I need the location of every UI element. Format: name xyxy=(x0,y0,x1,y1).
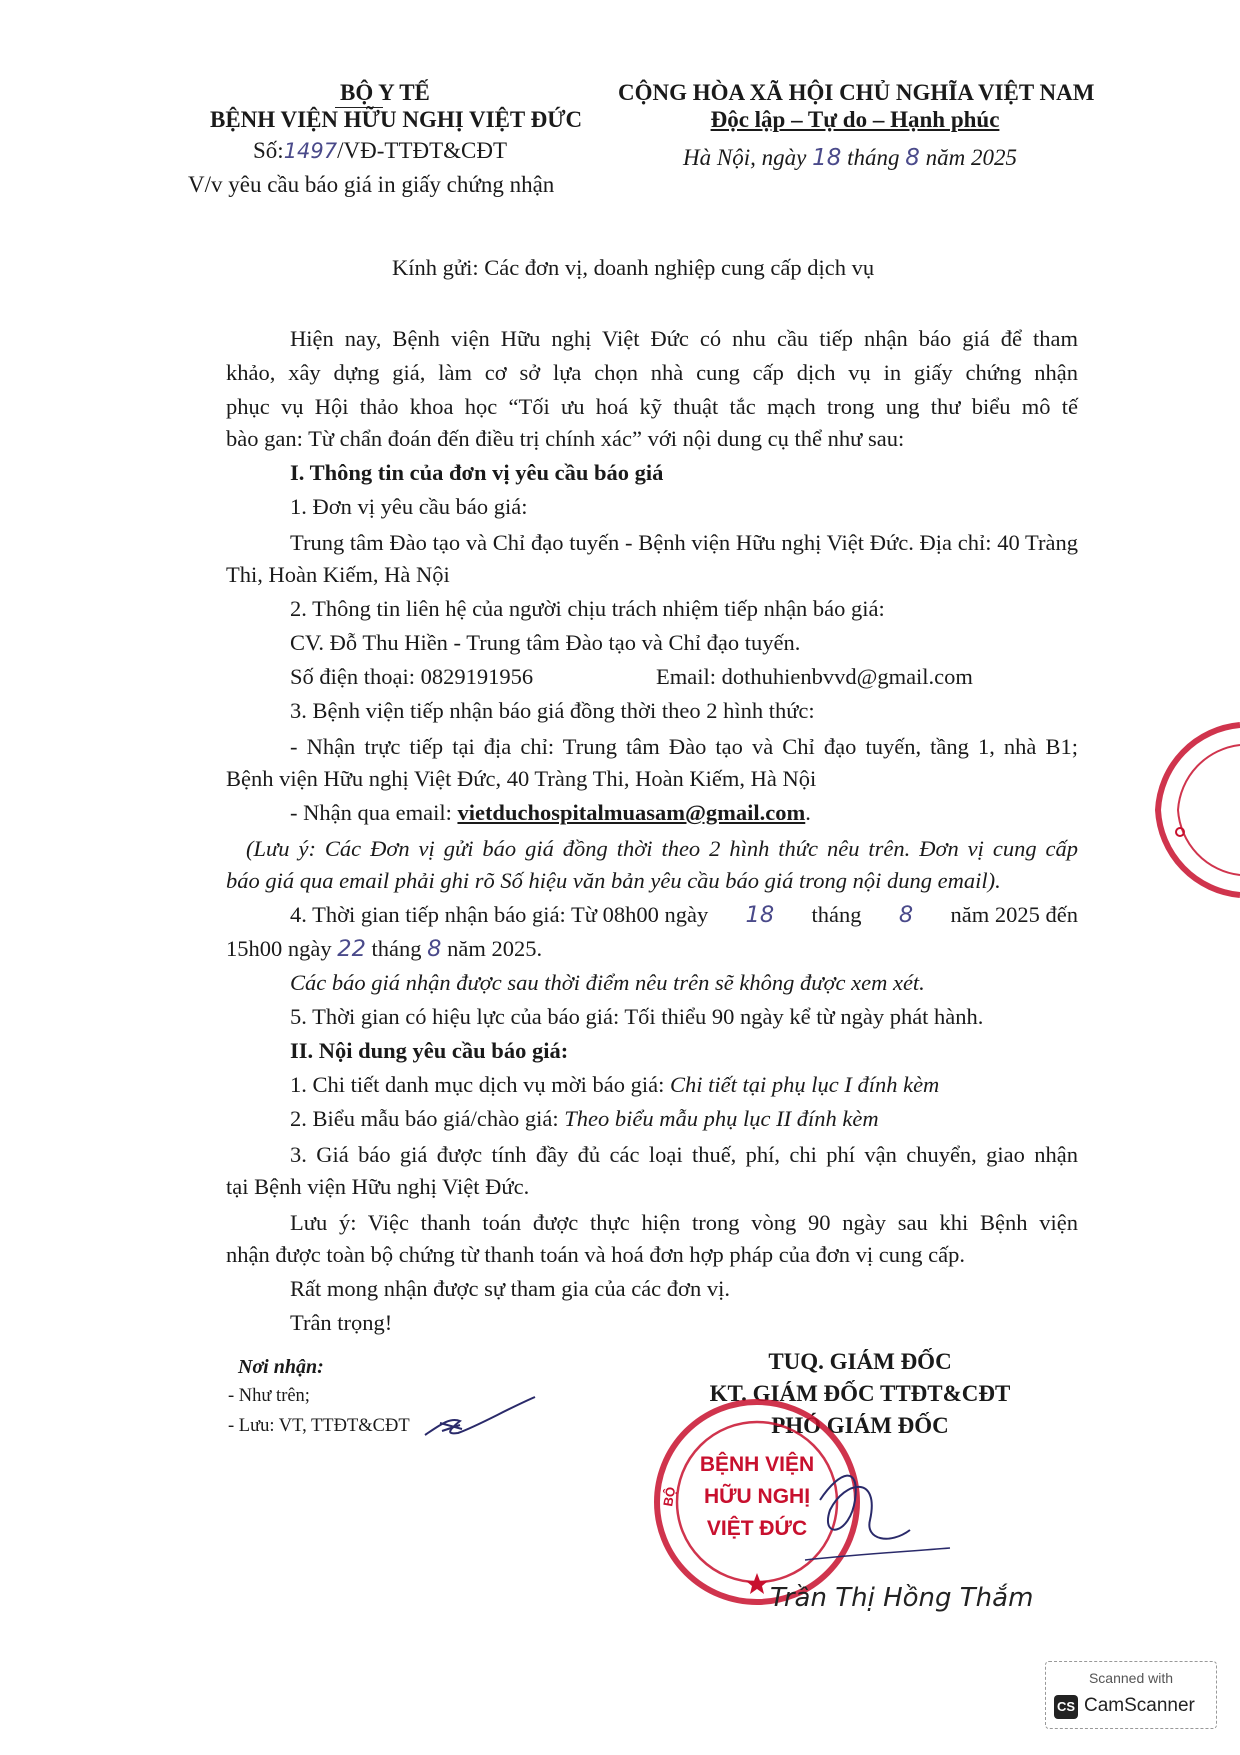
signature-title-2: KT. GIÁM ĐỐC TTĐT&CĐT xyxy=(709,1381,1011,1406)
s1-item1-line1: Trung tâm Đào tạo và Chỉ đạo tuyến - Bệnh viện Hữu nghị Việt Đức. Địa chỉ: 40 Tràng xyxy=(290,530,1078,555)
s1-item4-note: Các báo giá nhận được sau thời điểm nêu trên sẽ không được xem xét. xyxy=(290,970,925,995)
procurement-email-link[interactable]: vietduchospitalmuasam@gmail.com xyxy=(457,800,806,825)
receive-end-month: 8 xyxy=(427,936,442,962)
recipients-title: Nơi nhận: xyxy=(238,1356,324,1378)
s1-item4-line2: 15h00 ngày 22 tháng 8 năm 2025. xyxy=(226,936,543,962)
recipients-line-2: - Lưu: VT, TTĐT&CĐT xyxy=(228,1416,410,1436)
receive-start-month: 8 xyxy=(898,902,914,928)
s1-item5: 5. Thời gian có hiệu lực của báo giá: Tối thiểu 90 ngày kể từ ngày phát hành. xyxy=(290,1004,984,1029)
s1-note-2: báo giá qua email phải ghi rõ Số hiệu văn bản yêu cầu báo giá trong nội dung email). xyxy=(226,868,1001,893)
payment-note-1: Lưu ý: Việc thanh toán được thực hiện trong vòng 90 ngày sau khi Bệnh viện xyxy=(290,1210,1078,1235)
s2-item2: 2. Biểu mẫu báo giá/chào giá: Theo biểu mẫu phụ lục II đính kèm xyxy=(290,1106,879,1131)
s1-item4-line1: 4. Thời gian tiếp nhận báo giá: Từ 08h00 ngày 18 tháng 8 năm 2025 đến xyxy=(290,902,1078,928)
s1-item2-label: 2. Thông tin liên hệ của người chịu trách nhiệm tiếp nhận báo giá: xyxy=(290,596,885,621)
stamp-star-icon xyxy=(746,1573,768,1594)
s1-note-1: (Lưu ý: Các Đơn vị gửi báo giá đồng thời theo 2 hình thức nêu trên. Đơn vị cung cấp xyxy=(246,836,1078,861)
intro-line-2: khảo, xây dựng giá, làm cơ sở lựa chọn nhà cung cấp dịch vụ in giấy chứng nhận xyxy=(226,360,1078,385)
receive-start-day: 18 xyxy=(745,902,775,928)
document-number-handwritten: 1497 xyxy=(283,139,338,163)
stamp-line-3: VIỆT ĐỨC xyxy=(706,1517,808,1540)
signature-title-3: PHÓ GIÁM ĐỐC xyxy=(771,1413,949,1438)
intro-line-3: phục vụ Hội thảo khoa học “Tối ưu hoá kỹ thuật tắc mạch trong ung thư biểu mô tế xyxy=(226,394,1078,419)
date-month-handwritten: 8 xyxy=(905,145,920,171)
signature-strokes xyxy=(800,1460,960,1570)
receive-end-day: 22 xyxy=(337,936,366,962)
camscanner-badge xyxy=(1045,1661,1217,1729)
closing-regards: Trân trọng! xyxy=(290,1310,393,1335)
camscanner-logo-icon: CS xyxy=(1054,1695,1078,1719)
s1-item1-line2: Thi, Hoàn Kiếm, Hà Nội xyxy=(226,562,450,587)
hospital-name: BỆNH VIỆN HỮU NGHỊ VIỆT ĐỨC xyxy=(210,107,583,132)
intro-line-4: bào gan: Từ chẩn đoán đến điều trị chính xác” với nội dung cụ thể như sau: xyxy=(226,426,905,451)
stamp-side-text: BỘ xyxy=(660,1485,679,1508)
recipients-line-1: - Như trên; xyxy=(228,1386,310,1406)
contact-email: Email: dothuhienbvvd@gmail.com xyxy=(656,664,973,689)
contact-phone: Số điện thoại: 0829191956 xyxy=(290,664,534,689)
country-name: CỘNG HÒA XÃ HỘI CHỦ NGHĨA VIỆT NAM xyxy=(618,80,1095,105)
s2-item1: 1. Chi tiết danh mục dịch vụ mời báo giá: Chi tiết tại phụ lục I đính kèm xyxy=(290,1072,940,1097)
ministry-name: BỘ Y TẾ xyxy=(340,80,430,105)
document-number: Số:1497/VĐ-TTĐT&CĐT xyxy=(253,138,508,163)
s1-item2-person: CV. Đỗ Thu Hiền - Trung tâm Đào tạo và Chỉ đạo tuyến. xyxy=(290,630,801,655)
payment-note-2: nhận được toàn bộ chứng từ thanh toán và hoá đơn hợp pháp của đơn vị cung cấp. xyxy=(226,1242,965,1267)
s1-item1-label: 1. Đơn vị yêu cầu báo giá: xyxy=(290,494,528,519)
date-day-handwritten: 18 xyxy=(812,145,842,171)
s1-item3-direct-1: - Nhận trực tiếp tại địa chỉ: Trung tâm Đào tạo và Chỉ đạo tuyến, tầng 1, nhà B1; xyxy=(290,734,1078,759)
s1-item3-email: - Nhận qua email: vietduchospitalmuasam@gmail.com. xyxy=(290,800,811,825)
stamp-line-2: HỮU NGHỊ xyxy=(703,1485,811,1508)
stamp-line-1: BỆNH VIỆN xyxy=(699,1453,815,1476)
document-date: Hà Nội, ngày 18 tháng 8 năm 2025 xyxy=(683,145,1017,171)
closing-line: Rất mong nhận được sự tham gia của các đơn vị. xyxy=(290,1276,730,1301)
national-motto: Độc lập – Tự do – Hạnh phúc xyxy=(710,107,1000,132)
section-1-title: I. Thông tin của đơn vị yêu cầu báo giá xyxy=(290,460,664,485)
s1-item3-label: 3. Bệnh viện tiếp nhận báo giá đồng thời theo 2 hình thức: xyxy=(290,698,815,723)
margin-stamp-partial xyxy=(1118,720,1240,900)
signature-title-1: TUQ. GIÁM ĐỐC xyxy=(768,1349,952,1374)
s2-item3-line2: tại Bệnh viện Hữu nghị Việt Đức. xyxy=(226,1174,530,1199)
signer-name: Trần Thị Hồng Thắm xyxy=(770,1583,1034,1613)
camscanner-label: Scanned with xyxy=(1088,1670,1174,1686)
initials-scribble xyxy=(420,1395,540,1445)
camscanner-brand: CamScanner xyxy=(1084,1695,1195,1716)
greeting: Kính gửi: Các đơn vị, doanh nghiệp cung cấp dịch vụ xyxy=(392,255,875,280)
document-subject: V/v yêu cầu báo giá in giấy chứng nhận xyxy=(188,172,555,197)
s1-item3-direct-2: Bệnh viện Hữu nghị Việt Đức, 40 Tràng Thi, Hoàn Kiếm, Hà Nội xyxy=(226,766,817,791)
intro-line-1: Hiện nay, Bệnh viện Hữu nghị Việt Đức có nhu cầu tiếp nhận báo giá để tham xyxy=(290,326,1078,351)
section-2-title: II. Nội dung yêu cầu báo giá: xyxy=(290,1038,569,1063)
s2-item3-line1: 3. Giá báo giá được tính đầy đủ các loại thuế, phí, chi phí vận chuyển, giao nhận xyxy=(290,1142,1078,1167)
